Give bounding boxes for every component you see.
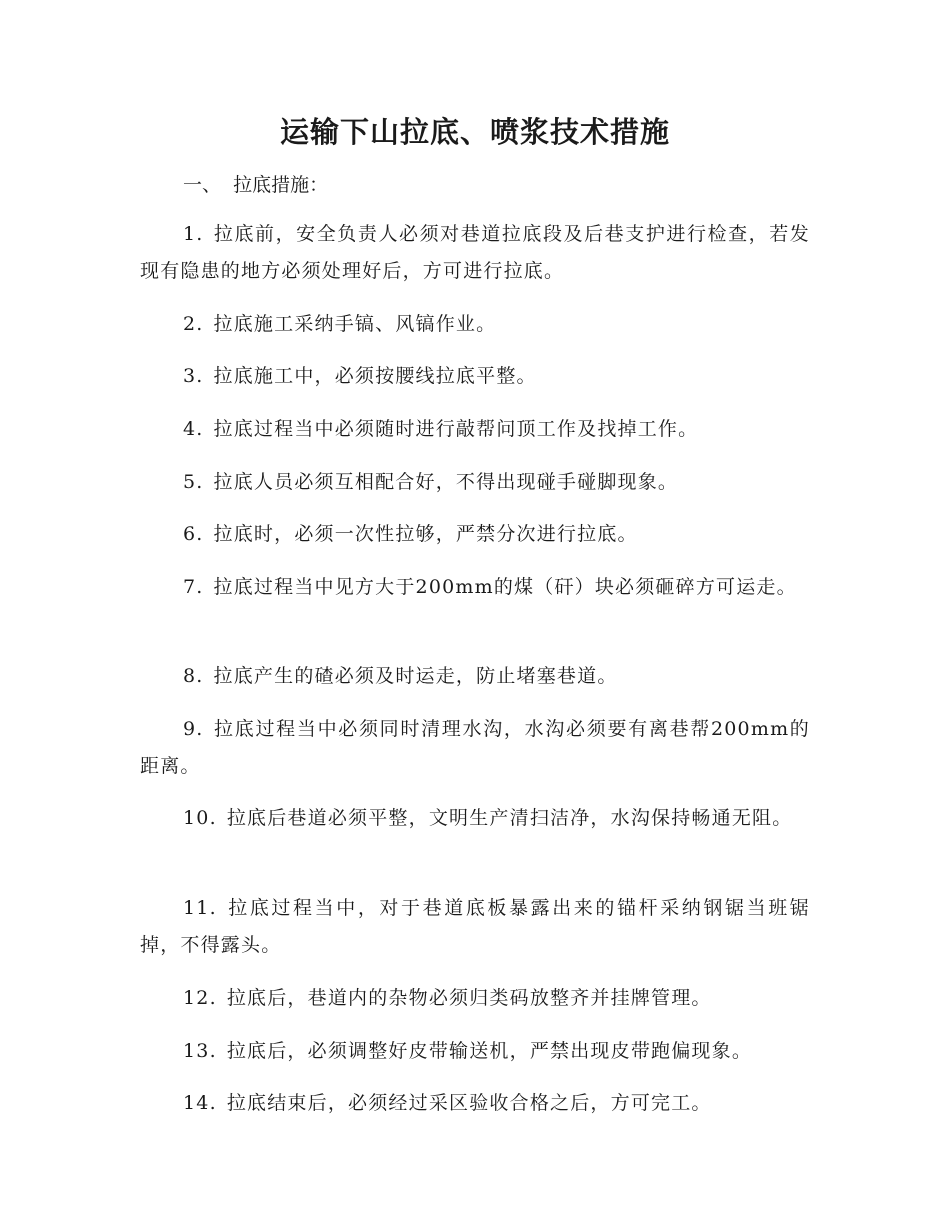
item-number: 8. xyxy=(183,665,204,687)
item-text: 拉底前，安全负责人必须对巷道拉底段及后巷支护进行检查，若发现有隐患的地方必须处理好后，方可进行拉底。 xyxy=(140,223,810,282)
item-text: 拉底过程当中必须随时进行敲帮问顶工作及找掉工作。 xyxy=(213,418,699,440)
list-item xyxy=(140,800,810,837)
item-number: 12. xyxy=(183,987,217,1009)
section-heading: 一、 拉底措施： xyxy=(183,174,329,196)
item-number: 7. xyxy=(183,576,204,598)
item-text: 拉底后，必须调整好皮带输送机，严禁出现皮带跑偏现象。 xyxy=(226,1040,753,1062)
item-number: 4. xyxy=(183,418,204,440)
list-item xyxy=(140,306,810,343)
item-text: 拉底后，巷道内的杂物必须归类码放整齐并挂牌管理。 xyxy=(226,987,712,1009)
list-item xyxy=(140,1085,810,1122)
item-text: 拉底人员必须互相配合好，不得出现碰手碰脚现象。 xyxy=(213,471,679,493)
list-item xyxy=(140,411,810,448)
list-item xyxy=(140,890,810,963)
item-number: 6. xyxy=(183,523,204,545)
list-item xyxy=(140,216,810,289)
list-item xyxy=(140,516,810,553)
document-title: 运输下山拉底、喷浆技术措施 xyxy=(279,115,670,149)
list-item xyxy=(140,569,810,606)
item-number: 9. xyxy=(183,718,204,740)
list-item xyxy=(140,358,810,395)
item-text: 拉底后巷道必须平整，文明生产清扫洁净，水沟保持畅通无阻。 xyxy=(226,807,793,829)
item-number: 5. xyxy=(183,471,204,493)
list-item xyxy=(140,711,810,784)
item-number: 10. xyxy=(183,807,217,829)
item-text: 拉底过程当中必须同时清理水沟，水沟必须要有离巷帮200mm的距离。 xyxy=(140,718,810,777)
item-number: 3. xyxy=(183,365,204,387)
item-text: 拉底时，必须一次性拉够，严禁分次进行拉底。 xyxy=(213,523,638,545)
item-number: 14. xyxy=(183,1092,217,1114)
list-item xyxy=(140,1033,810,1070)
item-number: 1. xyxy=(183,223,204,245)
item-number: 11. xyxy=(183,897,217,919)
item-number: 13. xyxy=(183,1040,217,1062)
item-text: 拉底施工采纳手镐、风镐作业。 xyxy=(213,313,497,335)
item-text: 拉底过程当中，对于巷道底板暴露出来的锚杆采纳钢锯当班锯掉，不得露头。 xyxy=(140,897,810,956)
item-text: 拉底结束后，必须经过采区验收合格之后，方可完工。 xyxy=(226,1092,712,1114)
item-text: 拉底过程当中见方大于200mm的煤（矸）块必须砸碎方可运走。 xyxy=(213,576,797,598)
list-item xyxy=(140,464,810,501)
item-text: 拉底产生的碴必须及时运走，防止堵塞巷道。 xyxy=(213,665,618,687)
list-item xyxy=(140,980,810,1017)
item-text: 拉底施工中，必须按腰线拉底平整。 xyxy=(213,365,537,387)
list-item xyxy=(140,658,810,695)
item-number: 2. xyxy=(183,313,204,335)
